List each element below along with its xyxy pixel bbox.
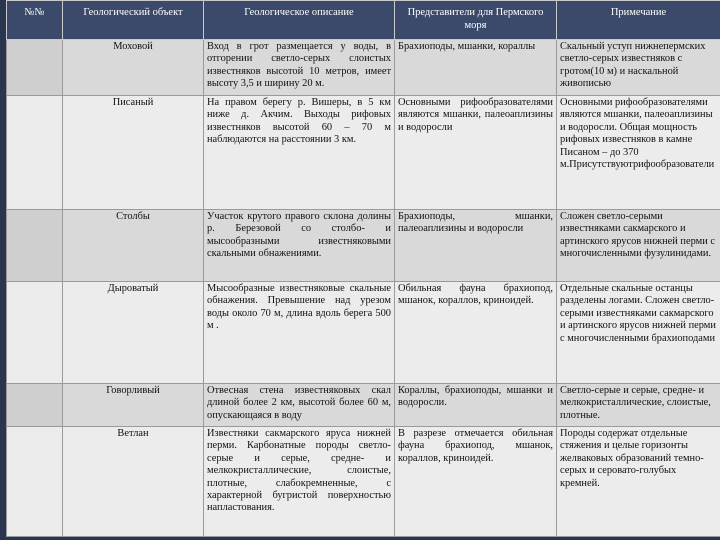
row-description: Участок крутого правого склона долины р. Березовой со столбо- и мысообразными известняковыми скальными обнажениями. [204,210,395,282]
row-object: Писаный [63,96,204,210]
header-note: Примечание [557,1,720,40]
row-description: Известняки сакмарского яруса нижней перми. Карбонатные породы светло-серые и серые, средне- и мелкокристаллические, слоистые, плотные, слабокремненные, с характерной бугристой поверхностью напластования. [204,427,395,537]
row-number [7,40,63,96]
row-object: Моховой [63,40,204,96]
row-object: Дыроватый [63,282,204,384]
geological-objects-table [6,0,720,537]
row-description: Отвесная стена известняковых скал длиной более 2 км, высотой более 60 м, опускающаяся в воду [204,384,395,427]
row-note: Светло-серые и серые, средне- и мелкокристаллические, слоистые, плотные. [557,384,720,427]
row-note: Скальный уступ нижнепермских светло-серых известняков с гротом(10 м) и наскальной живописью [557,40,720,96]
row-note: Отдельные скальные останцы разделены логами. Сложен светло-серыми известняками сакмарского и артинского ярусов нижней перми с многочисленными брахиоподами [557,282,720,384]
table-row [7,40,720,96]
header-representatives: Представители для Пермского моря [395,1,557,40]
table-row [7,210,720,282]
row-note: Основными рифообразователями являются мшанки, палеоаплизины и водоросли. Общая мощность рифовых известняков в камне Писаном – до 370 м.Присутствуютрифообразователи [557,96,720,210]
table-row [7,96,720,210]
row-representatives: Обильная фауна брахиопод, мшанок, кораллов, криноидей. [395,282,557,384]
header-number: №№ [7,1,63,40]
table-row [7,384,720,427]
row-object: Говорливый [63,384,204,427]
header-geological-description: Геологическое описание [204,1,395,40]
row-number [7,384,63,427]
table-row [7,282,720,384]
row-number [7,427,63,537]
row-description: Мысообразные известняковые скальные обнажения. Превышение над урезом воды около 70 м, длина вдоль берега 500 м . [204,282,395,384]
table-row [7,427,720,537]
row-representatives: Основными рифообразователями являются мшанки, палеоаплизины и водоросли [395,96,557,210]
row-description: На правом берегу р. Вишеры, в 5 км ниже д. Акчим. Выходы рифовых известняков высотой 60 – 70 м наблюдаются на расстоянии 3 км. [204,96,395,210]
row-object: Ветлан [63,427,204,537]
table-header-row [7,1,720,40]
row-representatives: В разрезе отмечается обильная фауна брахиопод, мшанок, кораллов, криноидей. [395,427,557,537]
row-object: Столбы [63,210,204,282]
row-description: Вход в грот размещается у воды, в отгорении светло-серых слоистых известняков высотой 10 метров, имеет высоту 3,5 и ширину 20 м. [204,40,395,96]
row-representatives: Брахиоподы, мшанки, кораллы [395,40,557,96]
row-representatives: Брахиоподы, мшанки, палеоаплизины и водоросли [395,210,557,282]
row-number [7,210,63,282]
row-number [7,96,63,210]
row-representatives: Кораллы, брахиоподы, мшанки и водоросли. [395,384,557,427]
row-note: Породы содержат отдельные стяжения и целые горизонты желваковых образований темно-серых и серовато-голубых кремней. [557,427,720,537]
row-note: Сложен светло-серыми известняками сакмарского и артинского ярусов нижней перми с многочисленными фузулинидами. [557,210,720,282]
row-number [7,282,63,384]
header-geological-object: Геологический объект [63,1,204,40]
